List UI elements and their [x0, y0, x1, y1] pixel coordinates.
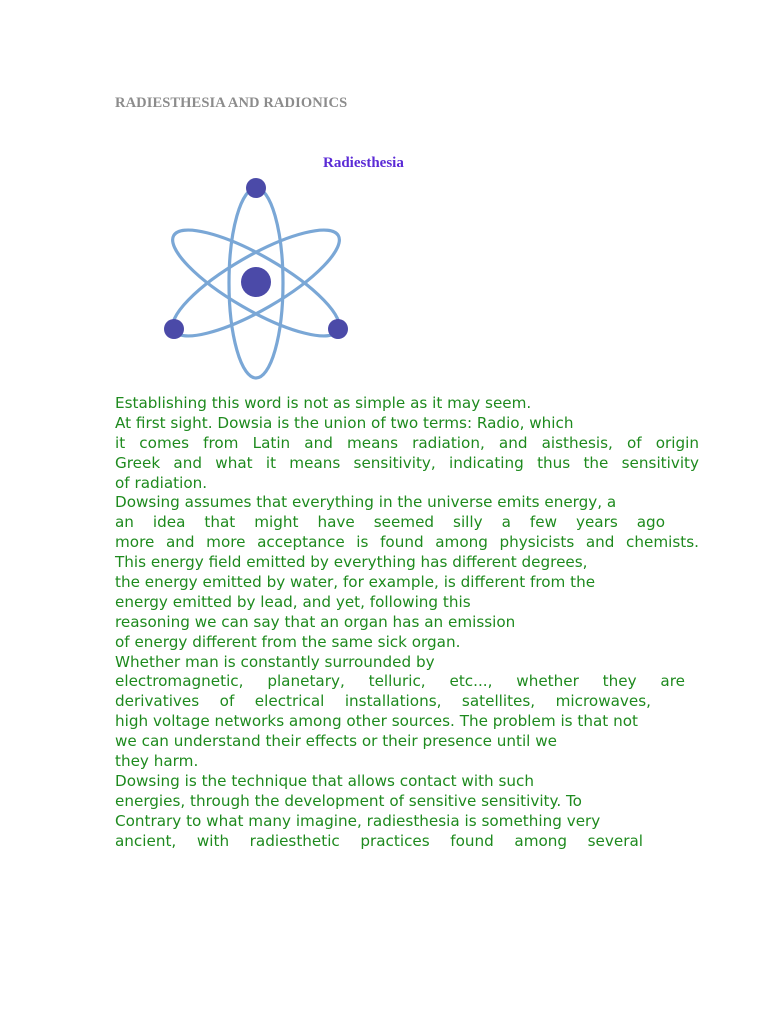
text-line: Greek and what it means sensitivity, indicating thus the sensitivity: [115, 453, 699, 472]
text-line: we can understand their effects or their presence until we: [115, 732, 557, 751]
text-line: an idea that might have seemed silly a few years ago: [115, 513, 665, 532]
section-heading: Radiesthesia: [323, 155, 404, 171]
text-line: Dowsing assumes that everything in the universe emits energy, a: [115, 493, 617, 512]
text-line: energies, through the development of sensitive sensitivity. To: [115, 791, 582, 810]
text-line: the energy emitted by water, for example, is different from the: [115, 573, 596, 592]
text-line: Contrary to what many imagine, radiesthesia is something very: [115, 811, 601, 830]
text-line: more and more acceptance is found among physicists and chemists.: [115, 533, 699, 552]
body-text: [115, 394, 699, 851]
text-line: it comes from Latin and means radiation, and aisthesis, of origin: [115, 433, 699, 452]
electron-left: [164, 319, 184, 339]
text-line: energy emitted by lead, and yet, following this: [115, 592, 471, 611]
text-line: derivatives of electrical installations, satellites, microwaves,: [115, 692, 651, 711]
text-line: reasoning we can say that an organ has an emission: [115, 612, 516, 631]
document-title: RADIESTHESIA AND RADIONICS: [115, 95, 348, 111]
text-line: Dowsing is the technique that allows contact with such: [115, 771, 534, 790]
electron-top: [246, 178, 266, 198]
text-line: electromagnetic, planetary, telluric, etc..., whether they are: [115, 672, 685, 691]
text-line: This energy field emitted by everything has different degrees,: [115, 553, 588, 572]
text-line: At first sight. Dowsia is the union of two terms: Radio, which: [115, 413, 574, 432]
text-line: Establishing this word is not as simple as it may seem.: [115, 394, 532, 412]
electron-right: [328, 319, 348, 339]
text-line: of radiation.: [115, 473, 208, 492]
text-line: ancient, with radiesthetic practices found among several: [115, 831, 643, 850]
text-line: of energy different from the same sick organ.: [115, 632, 461, 651]
text-line: Whether man is constantly surrounded by: [115, 652, 435, 671]
nucleus: [241, 267, 271, 297]
atom-icon: [160, 175, 355, 383]
text-line: they harm.: [115, 752, 199, 771]
text-line: high voltage networks among other sources. The problem is that not: [115, 712, 638, 731]
